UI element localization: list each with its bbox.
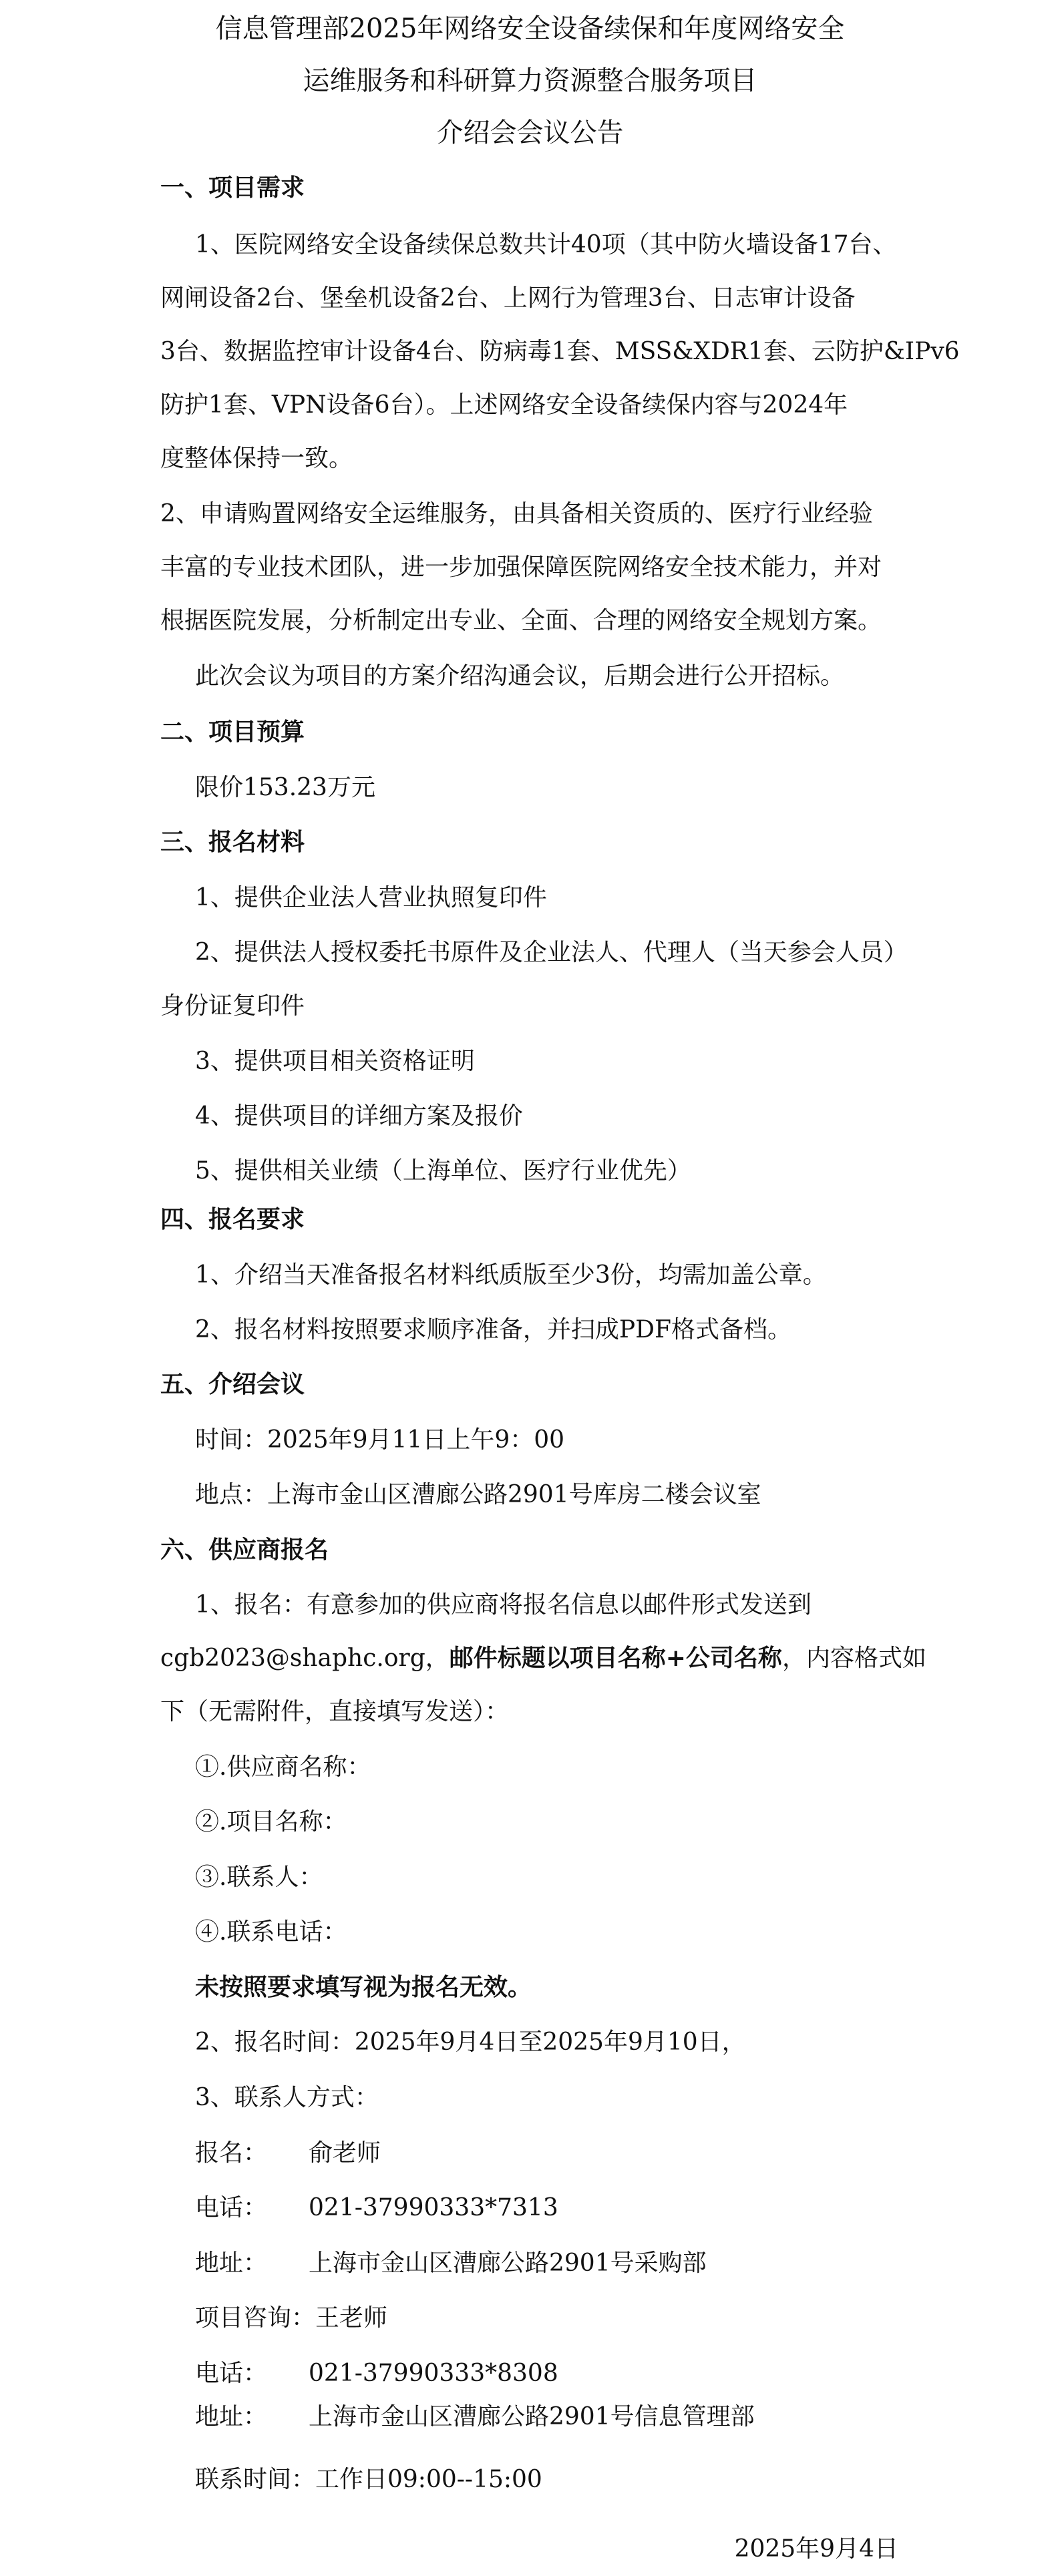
invalid-warning: 未按照要求填写视为报名无效。 — [195, 1974, 532, 2001]
contact-address-1-value: 上海市金山区漕廊公路2901号采购部 — [309, 2249, 707, 2277]
section-4-heading: 四、报名要求 — [160, 1206, 305, 1233]
s3-item-2-line-2: 身份证复印件 — [160, 992, 305, 1020]
s2-budget: 限价153.23万元 — [195, 774, 375, 801]
contact-address-1-label: 地址： — [195, 2249, 268, 2277]
s6-reg-line-2-tail: ，内容格式如 — [781, 1645, 926, 1672]
s1-p2-line-1: 2、申请购置网络安全运维服务，由具备相关资质的、医疗行业经验 — [160, 500, 873, 527]
contact-consult: 项目咨询：王老师 — [195, 2304, 388, 2332]
contact-hours: 联系时间：工作日09:00--15:00 — [195, 2466, 542, 2493]
s6-contact-heading: 3、联系人方式： — [195, 2084, 379, 2111]
notice-date: 2025年9月4日 — [734, 2535, 898, 2563]
s5-place: 地点：上海市金山区漕廊公路2901号库房二楼会议室 — [195, 1481, 761, 1508]
title-line-2: 运维服务和科研算力资源整合服务项目 — [303, 65, 757, 96]
contact-phone-2-value: 021-37990333*8308 — [309, 2360, 558, 2387]
form-field-phone: ④.联系电话： — [195, 1918, 347, 1946]
form-field-project: ②.项目名称： — [195, 1808, 347, 1836]
contact-phone-1 — [195, 2193, 558, 2223]
s1-p1-line-1: 1、医院网络安全设备续保总数共计40项（其中防火墙设备17台、 — [195, 231, 897, 258]
s3-item-5: 5、提供相关业绩（上海单位、医疗行业优先） — [195, 1157, 691, 1185]
s5-time: 时间：2025年9月11日上午9：00 — [195, 1426, 565, 1454]
contact-address-2-value: 上海市金山区漕廊公路2901号信息管理部 — [309, 2403, 755, 2430]
contact-phone-2 — [195, 2359, 558, 2388]
section-6-heading: 六、供应商报名 — [160, 1536, 329, 1564]
form-field-supplier: ①.供应商名称： — [195, 1753, 371, 1781]
s6-reg-time: 2、报名时间：2025年9月4日至2025年9月10日， — [195, 2028, 746, 2056]
contact-registration-value: 俞老师 — [309, 2139, 381, 2167]
s1-p1-line-2: 网闸设备2台、堡垒机设备2台、上网行为管理3台、日志审计设备 — [160, 284, 856, 312]
s1-p1-line-4: 防护1套、VPN设备6台）。上述网络安全设备续保内容与2024年 — [160, 391, 848, 419]
contact-registration-label: 报名： — [195, 2139, 268, 2167]
contact-phone-1-label: 电话： — [195, 2194, 268, 2221]
s3-item-3: 3、提供项目相关资格证明 — [195, 1048, 475, 1075]
contact-phone-1-value: 021-37990333*7313 — [309, 2194, 558, 2221]
email-subject-rule: 邮件标题以项目名称+公司名称 — [449, 1645, 782, 1672]
section-1-heading: 一、项目需求 — [160, 174, 305, 202]
s3-item-1: 1、提供企业法人营业执照复印件 — [195, 884, 547, 911]
s1-p3: 此次会议为项目的方案介绍沟通会议，后期会进行公开招标。 — [195, 662, 845, 690]
section-2-heading: 二、项目预算 — [160, 718, 305, 746]
section-3-heading: 三、报名材料 — [160, 829, 305, 856]
contact-email-link[interactable]: cgb2023@shaphc.org， — [160, 1645, 450, 1672]
s4-item-1: 1、介绍当天准备报名材料纸质版至少3份，均需加盖公章。 — [195, 1261, 827, 1289]
form-field-contact: ③.联系人： — [195, 1864, 323, 1891]
contact-address-1 — [195, 2249, 707, 2278]
contact-address-2-label: 地址： — [195, 2403, 268, 2430]
title-line-3: 介绍会会议公告 — [436, 118, 624, 148]
title-line-1: 信息管理部2025年网络安全设备续保和年度网络安全 — [215, 13, 845, 44]
s1-p2-line-2: 丰富的专业技术团队，进一步加强保障医院网络安全技术能力，并对 — [160, 554, 882, 581]
s1-p2-line-3: 根据医院发展，分析制定出专业、全面、合理的网络安全规划方案。 — [160, 607, 882, 634]
s6-reg-line-1: 1、报名：有意参加的供应商将报名信息以邮件形式发送到 — [195, 1591, 812, 1619]
s6-reg-line-3: 下（无需附件，直接填写发送）： — [160, 1698, 510, 1725]
contact-phone-2-label: 电话： — [195, 2360, 268, 2387]
s1-p1-line-3: 3台、数据监控审计设备4台、防病毒1套、MSS&XDR1套、云防护&IPv6 — [160, 338, 960, 365]
s4-item-2: 2、报名材料按照要求顺序准备，并扫成PDF格式备档。 — [195, 1316, 791, 1343]
contact-registration — [195, 2139, 381, 2168]
s3-item-4: 4、提供项目的详细方案及报价 — [195, 1102, 523, 1130]
section-5-heading: 五、介绍会议 — [160, 1371, 305, 1398]
s3-item-2-line-1: 2、提供法人授权委托书原件及企业法人、代理人（当天参会人员） — [195, 939, 908, 966]
s1-p1-line-5: 度整体保持一致。 — [160, 445, 353, 472]
s6-reg-line-2 — [160, 1644, 926, 1673]
contact-address-2 — [195, 2402, 755, 2432]
